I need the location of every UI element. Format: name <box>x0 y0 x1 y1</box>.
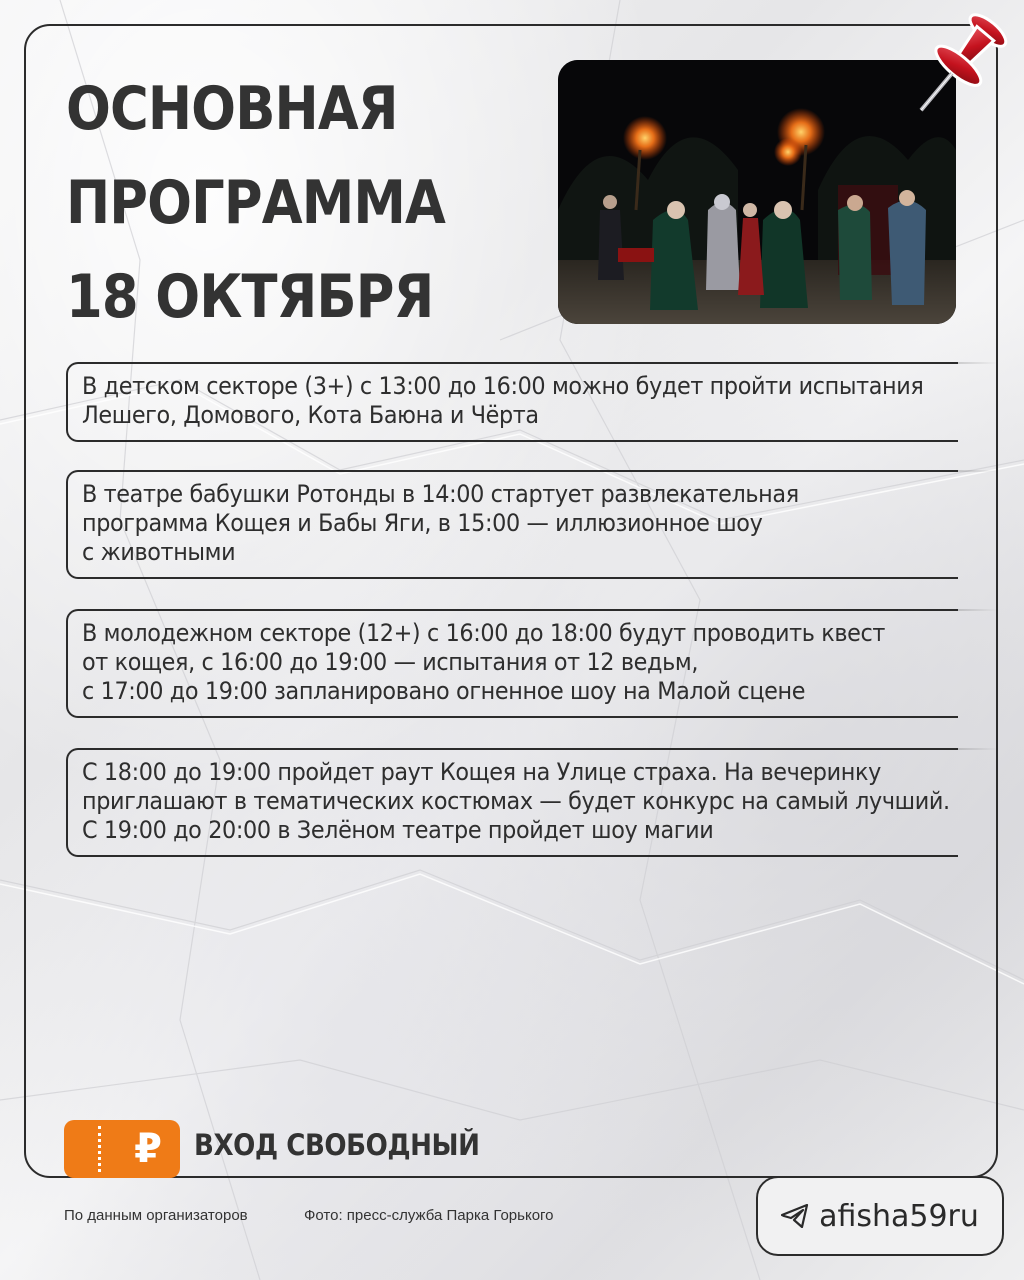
program-card-1 <box>66 362 958 442</box>
ticket-perforation <box>98 1126 101 1172</box>
card-3-line-2: от кощея, с 16:00 до 19:00 — испытания от 12 ведьм, <box>82 648 699 676</box>
photo-credit: Фото: пресс-служба Парка Горького <box>304 1207 554 1224</box>
program-card-2 <box>66 470 958 579</box>
card-3-line-3: с 17:00 до 19:00 запланировано огненное шоу на Малой сцене <box>82 677 806 705</box>
card-3-line-1: В молодежном секторе (12+) с 16:00 до 18:00 будут проводить квест <box>82 619 886 647</box>
program-card-3 <box>66 609 958 718</box>
program-card-4 <box>66 748 958 857</box>
title-line-2: ПРОГРАММА <box>66 168 446 238</box>
card-2-line-1: В театре бабушки Ротонды в 14:00 стартует развлекательная <box>82 480 799 508</box>
channel-handle: afisha59ru <box>819 1198 979 1234</box>
telegram-icon <box>781 1204 809 1228</box>
pushpin-icon <box>894 0 1024 130</box>
ruble-ticket-icon <box>64 1120 180 1178</box>
ruble-symbol: ₽ <box>134 1126 162 1172</box>
title-line-1: ОСНОВНАЯ <box>66 74 398 144</box>
source-credit: По данным организаторов <box>64 1207 248 1224</box>
card-1-line-2: Лешего, Домового, Кота Баюна и Чёрта <box>82 401 539 429</box>
card-2-line-2: программа Кощея и Бабы Яги, в 15:00 — иллюзионное шоу <box>82 509 763 537</box>
card-1-line-1: В детском секторе (3+) с 13:00 до 16:00 можно будет пройти испытания <box>82 372 924 400</box>
card-2-line-3: с животными <box>82 538 236 566</box>
card-4-line-3: С 19:00 до 20:00 в Зелёном театре пройдет шоу магии <box>82 816 714 844</box>
telegram-link[interactable] <box>756 1176 1004 1256</box>
title-line-3: 18 ОКТЯБРЯ <box>66 262 434 332</box>
free-entry-label: ВХОД СВОБОДНЫЙ <box>194 1128 480 1162</box>
card-4-line-1: С 18:00 до 19:00 пройдет раут Кощея на Улице страха. На вечеринку <box>82 758 881 786</box>
card-4-line-2: приглашают в тематических костюмах — будет конкурс на самый лучший. <box>82 787 950 815</box>
page-title <box>66 62 445 344</box>
